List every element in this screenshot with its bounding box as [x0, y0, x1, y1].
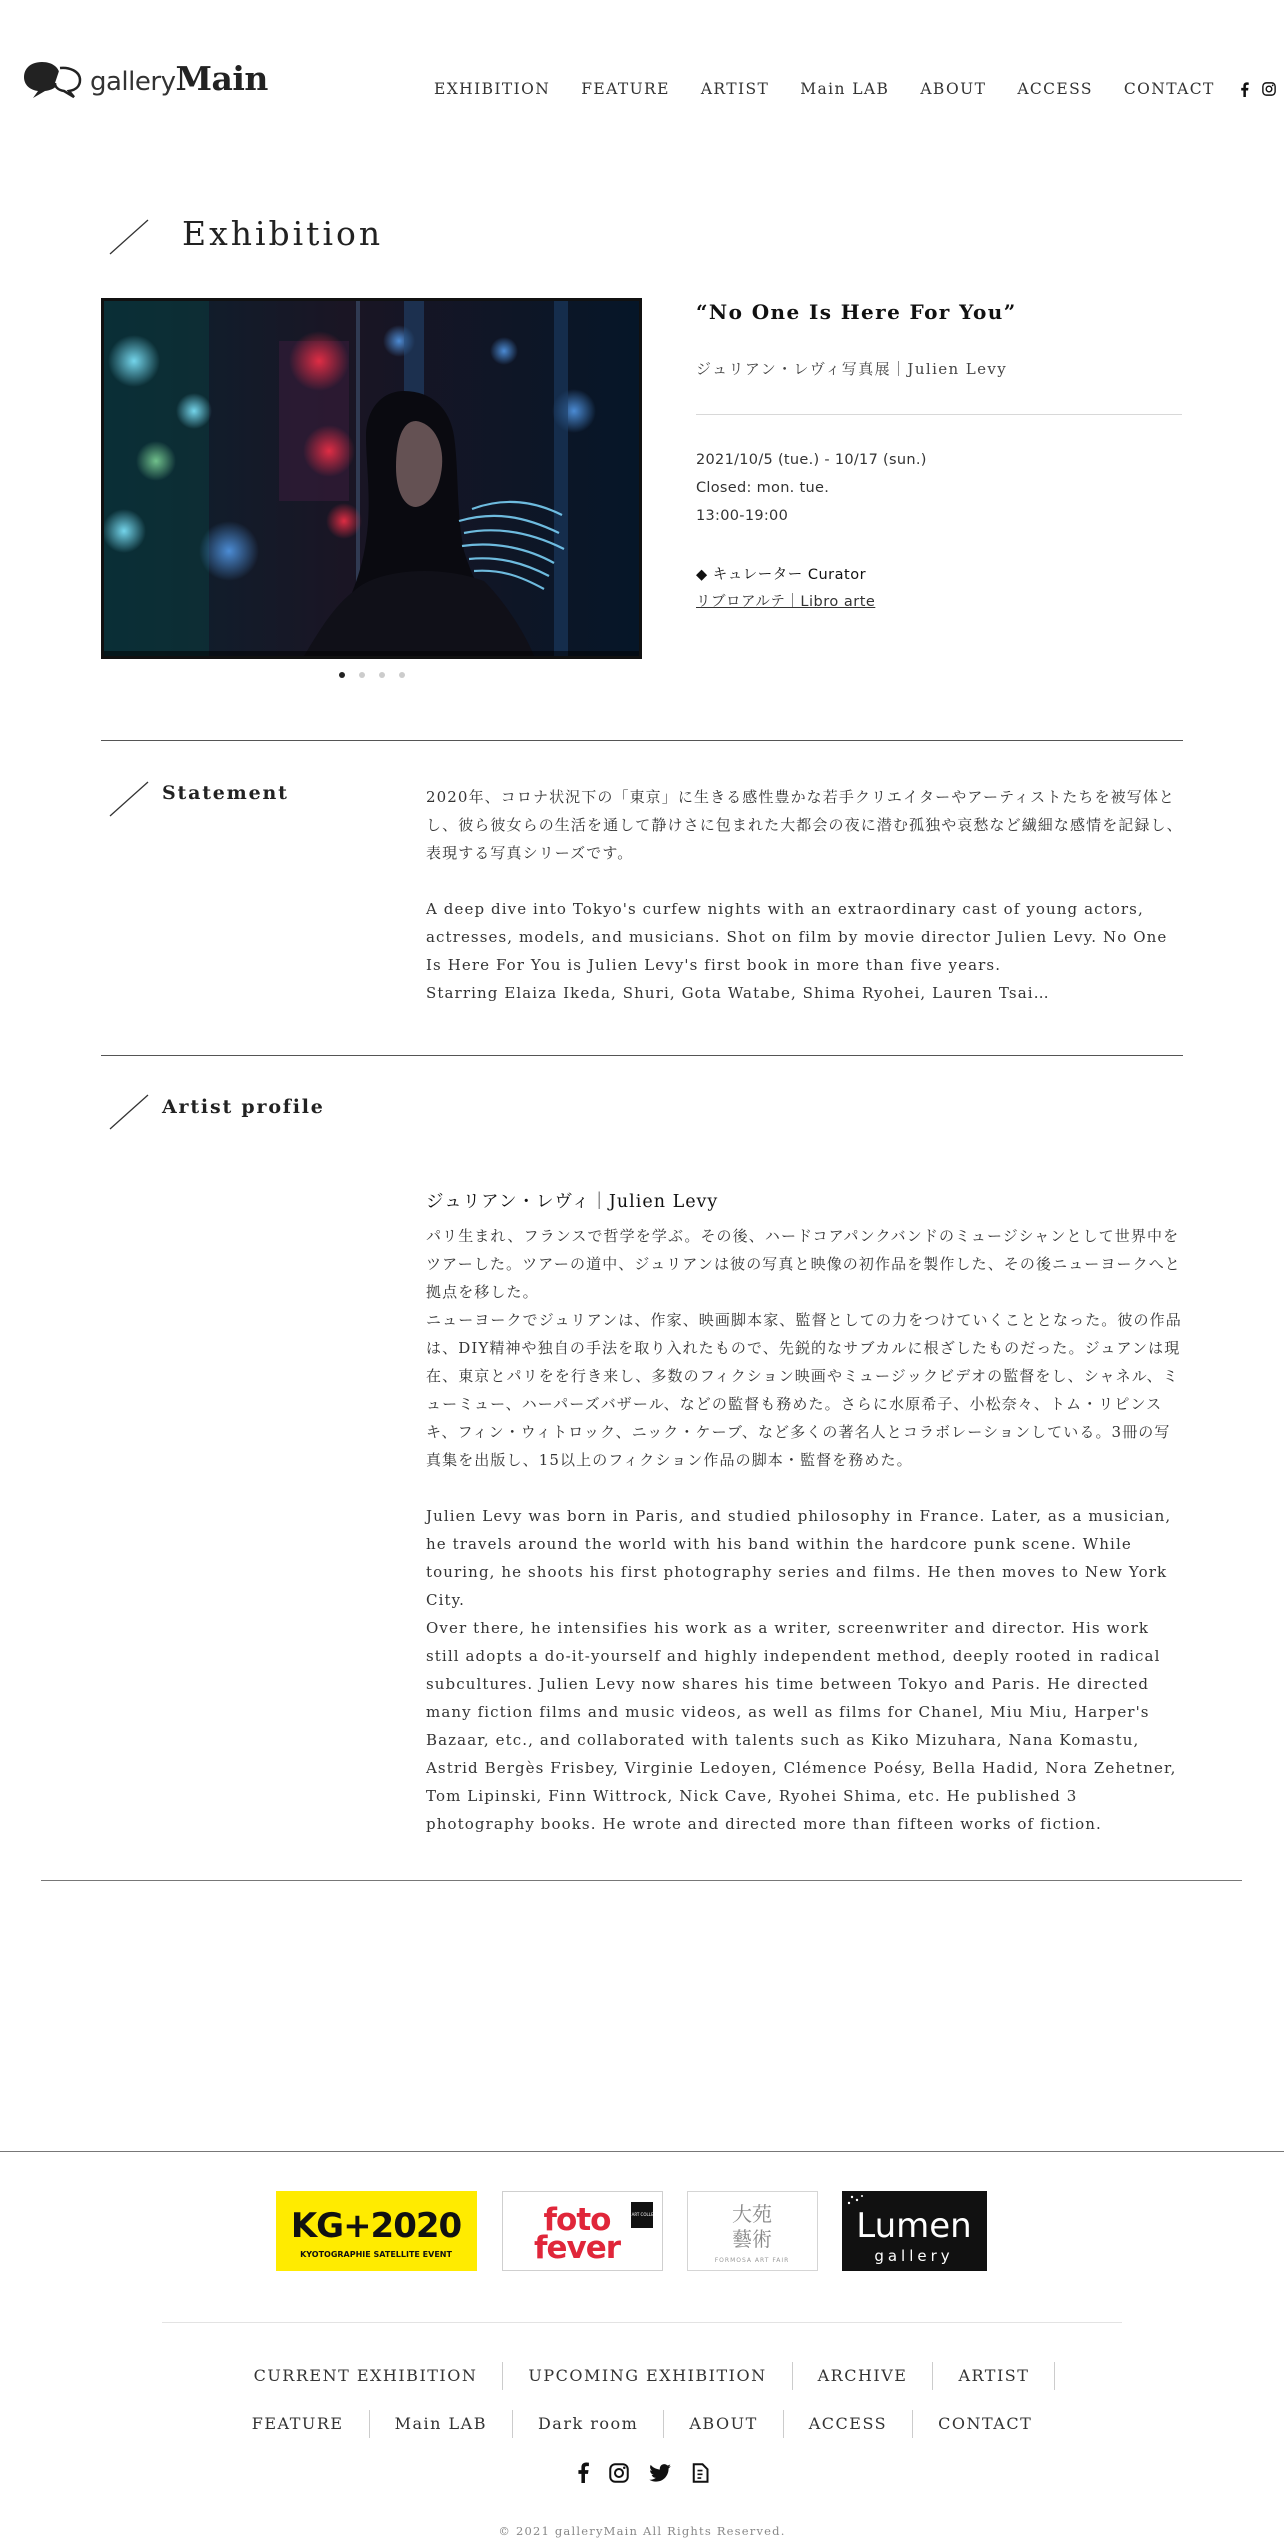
curator-link[interactable]: リブロアルテ｜Libro arte: [696, 594, 876, 610]
nav-contact[interactable]: CONTACT: [1123, 80, 1215, 98]
nav-access[interactable]: ACCESS: [1017, 80, 1093, 98]
exhibition-closed-days: Closed: mon. tue.: [696, 480, 830, 496]
site-logo[interactable]: [22, 56, 268, 100]
statement-body: [426, 783, 1183, 1007]
footer-nav-dark-room[interactable]: Dark room: [513, 2410, 664, 2438]
nav-feature[interactable]: FEATURE: [581, 80, 670, 98]
kg-main: KG+2020: [290, 2206, 462, 2246]
footer-inner-divider: [162, 2322, 1122, 2323]
exhibition-title: “No One Is Here For You”: [696, 300, 1017, 324]
slider-dot-3[interactable]: [379, 672, 385, 678]
artist-bio-ja-2: ニューヨークでジュリアンは、作家、映画脚本家、監督としての力をつけていくこととなった。彼の作品は、DIY精神や独自の手法を取り入れたもので、先鋭的なサブカルに根ざしたものだった。ジュアンは現在、東京とパリをを行き来し、多数のフィクション映画やミュージックビデオの監督をし、シャネル、ミューミュー、ハーパーズバザール、などの監督も務めた。さらに水原希子、小松奈々、トム・リピンスキ、フィン・ウィトロック、ニック・ケーブ、など多くの著名人とコラボレーションしている。3冊の写真集を出版し、15以上のフィクション作品の脚本・監督を務めた。: [426, 1311, 1182, 1469]
banner-lumen-gallery[interactable]: [842, 2191, 987, 2271]
info-divider: [696, 414, 1182, 415]
artist-name: ジュリアン・レヴィ｜Julien Levy: [426, 1192, 719, 1212]
artist-slash-decoration: [108, 1093, 150, 1131]
curator-label: ◆ キュレーター Curator: [696, 567, 867, 583]
page-title: Exhibition: [182, 214, 384, 253]
foto-line1: foto: [543, 2202, 611, 2238]
artist-bio: [426, 1222, 1183, 1838]
section-divider: [101, 740, 1183, 741]
statement-heading: Statement: [162, 782, 289, 804]
lumen-sub: gallery: [874, 2247, 954, 2265]
footer-nav-current-exhibition[interactable]: CURRENT EXHIBITION: [229, 2362, 504, 2390]
content-end-divider: [41, 1880, 1242, 1881]
footer-nav-feature[interactable]: FEATURE: [227, 2410, 370, 2438]
artist-bio-en-1: Julien Levy was born in Paris, and studied philosophy in France. Later, as a musician, he travels around the world with his band within the hardcore punk scene. While touring, he shoots his first photography series and films. He then moves to New York City.: [426, 1507, 1172, 1609]
slider-dot-1[interactable]: [339, 672, 345, 678]
instagram-icon[interactable]: [609, 2463, 629, 2483]
dayuan-line2: 藝術: [732, 2227, 772, 2251]
footer-nav-archive[interactable]: ARCHIVE: [793, 2362, 934, 2390]
twitter-icon[interactable]: [649, 2464, 671, 2482]
banner-kg-plus-2020[interactable]: [276, 2191, 477, 2271]
nav-artist[interactable]: ARTIST: [700, 80, 770, 98]
exhibition-subtitle: ジュリアン・レヴィ写真展｜Julien Levy: [696, 360, 1008, 378]
footer-nav-access[interactable]: ACCESS: [784, 2410, 913, 2438]
slider-dot-2[interactable]: [359, 672, 365, 678]
copyright: © 2021 galleryMain All Rights Reserved.: [498, 2524, 786, 2538]
slider-dot-4[interactable]: [399, 672, 405, 678]
dayuan-line1: 大苑: [732, 2202, 772, 2226]
footer-nav-main-lab[interactable]: Main LAB: [370, 2410, 513, 2438]
banner-formosa-art-fair[interactable]: [687, 2191, 818, 2271]
logo-wordmark: galleryMain: [90, 58, 268, 98]
lumen-main: Lumen: [856, 2206, 972, 2246]
artist-bio-ja-1: パリ生まれ、フランスで哲学を学ぶ。その後、ハードコアパンクバンドのミュージシャンとして世界中をツアーした。ツアーの道中、ジュリアンは彼の写真と映像の初作品を製作した、その後ニューヨークへと拠点を移した。: [426, 1227, 1181, 1301]
slider-pagination: [339, 672, 405, 678]
nav-main-lab[interactable]: Main LAB: [800, 80, 890, 98]
exhibition-hours: 13:00-19:00: [696, 508, 789, 524]
footer-top-border: [0, 2151, 1284, 2152]
section-divider: [101, 1055, 1183, 1056]
footer-nav-row-1: [0, 2362, 1284, 2390]
statement-en: A deep dive into Tokyo's curfew nights with an extraordinary cast of young actors, actresses, models, and musicians. Shot on film by movie director Julien Levy. No One Is Here For You is Julien Levy's first book in more than five years.: [426, 900, 1168, 974]
banner-foto-fever[interactable]: [502, 2191, 663, 2271]
header-social-links: [1240, 82, 1284, 97]
note-icon[interactable]: [691, 2463, 709, 2483]
footer-nav-artist[interactable]: ARTIST: [933, 2362, 1055, 2390]
footer-nav-about[interactable]: ABOUT: [664, 2410, 783, 2438]
footer-nav-contact[interactable]: CONTACT: [938, 2414, 1033, 2433]
artist-bio-en-2: Over there, he intensifies his work as a writer, screenwriter and director. His work still adopts a do-it-yourself and highly independent method, deeply rooted in radical subcultures. Julien Levy now shares his time between Tokyo and Paris. He directed many fiction films and music videos, as well as films for Chanel, Miu Miu, Harper's Bazaar, etc., and collaborated with talents such as Kiko Mizuhara, Nana Komastu, Astrid Bergès Frisbey, Virginie Ledoyen, Clémence Poésy, Bella Hadid, Nora Zehetner, Tom Lipinski, Finn Wittrock, Nick Cave, Ryohei Shima, etc. He published 3 photography books. He wrote and directed more than fifteen works of fiction.: [426, 1619, 1177, 1833]
statement-slash-decoration: [108, 780, 150, 818]
heading-slash-decoration: [108, 218, 150, 256]
foto-tag: START ART COLLECTING: [618, 2212, 662, 2217]
exhibition-photo: [104, 301, 639, 656]
exhibition-dates: 2021/10/5 (tue.) - 10/17 (sun.): [696, 452, 927, 468]
statement-cast: Starring Elaiza Ikeda, Shuri, Gota Watabe, Shima Ryohei, Lauren Tsai…: [426, 984, 1050, 1002]
dayuan-sub: FORMOSA ART FAIR: [714, 2257, 790, 2264]
facebook-icon[interactable]: [1240, 82, 1249, 97]
facebook-icon[interactable]: [577, 2462, 589, 2483]
nav-about[interactable]: ABOUT: [920, 80, 987, 98]
global-nav: [434, 80, 1284, 98]
foto-line2: fever: [533, 2230, 621, 2266]
instagram-icon[interactable]: [1262, 82, 1276, 96]
exhibition-image-slider[interactable]: [101, 298, 642, 659]
footer-social-links: [577, 2462, 709, 2483]
artist-profile-heading: Artist profile: [162, 1096, 325, 1118]
nav-exhibition[interactable]: EXHIBITION: [434, 80, 551, 98]
statement-ja: 2020年、コロナ状況下の「東京」に生きる感性豊かな若手クリエイターやアーティストたちを被写体とし、彼ら彼女らの生活を通して静けさに包まれた大都会の夜に潜む孤独や哀愁など繊細な感情を記録し、表現する写真シリーズです。: [426, 788, 1183, 862]
speech-bubbles-logo-icon: [22, 56, 84, 100]
footer-nav-upcoming-exhibition[interactable]: UPCOMING EXHIBITION: [503, 2362, 792, 2390]
footer-nav-row-2: [0, 2410, 1284, 2438]
kg-sub: KYOTOGRAPHIE SATELLITE EVENT: [300, 2250, 452, 2259]
exhibition-schedule: [696, 446, 927, 530]
